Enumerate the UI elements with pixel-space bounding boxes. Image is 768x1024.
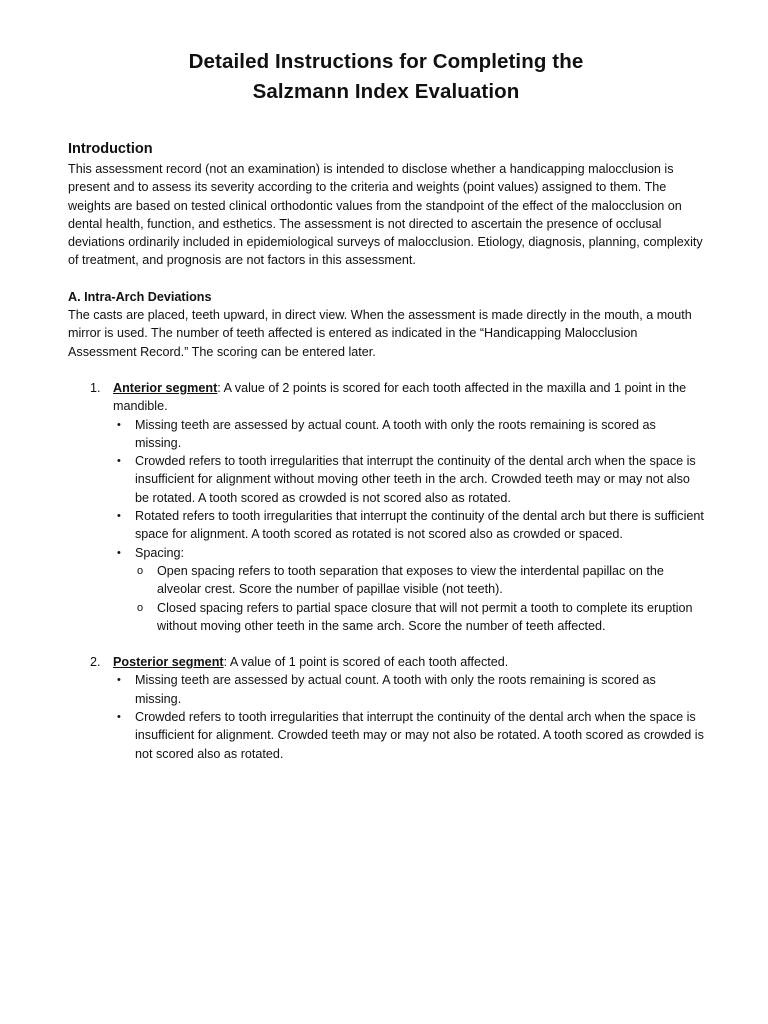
list-item (113, 452, 704, 507)
page-title (68, 47, 704, 107)
anterior-bullet-list (113, 416, 704, 636)
list-item (135, 562, 704, 599)
intra-arch-heading: A. Intra-Arch Deviations (68, 289, 212, 304)
posterior-crowded-text: Crowded refers to tooth irregularities that interrupt the continuity of the dental arch when the space is insufficient for alignment. Crowded teeth may or may not also be rotated. A tooth scored as crowded is not scored also as rotated. (135, 710, 704, 761)
list-item (113, 671, 704, 708)
anterior-segment-text: : A value of 2 points is scored for each tooth affected in the maxilla and 1 point in the mandible. (113, 380, 687, 414)
title-line-1: Detailed Instructions for Completing the (188, 50, 584, 73)
list-item (113, 708, 704, 763)
bullet-icon: • (117, 455, 121, 468)
circle-bullet-icon: o (137, 601, 144, 614)
bullet-icon: • (117, 418, 121, 431)
spacing-label: Spacing: (135, 545, 185, 560)
spacing-sub-list (135, 562, 704, 635)
circle-bullet-icon: o (137, 564, 144, 577)
open-spacing-text: Open spacing refers to tooth separation that exposes to view the interdental papillac on the alveolar crest. Score the number of papillae visible (not teeth). (157, 563, 664, 597)
bullet-icon: • (117, 711, 121, 724)
list-item (113, 544, 704, 635)
posterior-segment-item (68, 653, 704, 763)
introduction-heading: Introduction (68, 141, 153, 157)
list-item (113, 416, 704, 453)
intra-arch-paragraph: The casts are placed, teeth upward, in direct view. When the assessment is made directly in the mouth, a mouth mirror is used. The number of teeth affected is entered as indicated in the “Handicapping Malocclusion Assessment Record.” The scoring can be entered later. (68, 308, 692, 359)
list-item (135, 599, 704, 636)
posterior-segment-text: : A value of 1 point is scored of each tooth affected. (223, 655, 509, 670)
bullet-icon: • (117, 510, 121, 523)
bullet-icon: • (117, 546, 121, 559)
introduction-paragraph: This assessment record (not an examination) is intended to disclose whether a handicapping malocclusion is present and to assess its severity according to the criteria and weights (point values) assigned to them. The weights are based on tested clinical orthodontic values from the standpoint of the effect of the malocclusion on dental health, function, and esthetics. The assessment is not directed to ascertain the presence of occlusal deviations ordinarily included in epidemiological surveys of malocclusion. Etiology, diagnosis, planning, complexity of treatment, and prognosis are not factors in this assessment. (68, 162, 703, 268)
posterior-missing-text: Missing teeth are assessed by actual count. A tooth with only the roots remaining is scored as missing. (135, 673, 656, 706)
list-number: 1. (90, 380, 101, 395)
anterior-missing-text: Missing teeth are assessed by actual count. A tooth with only the roots remaining is scored as missing. (135, 417, 656, 450)
segment-list (68, 379, 704, 763)
list-number: 2. (90, 655, 101, 670)
posterior-bullet-list (113, 671, 704, 762)
bullet-icon: • (117, 674, 121, 687)
anterior-rotated-text: Rotated refers to tooth irregularities that interrupt the continuity of the dental arch but there is sufficient space for alignment. A tooth scored as rotated is not scored also as crowded or spaced. (135, 509, 704, 542)
anterior-crowded-text: Crowded refers to tooth irregularities that interrupt the continuity of the dental arch when the space is insufficient for alignment without moving other teeth in the arch. Crowded teeth may or may not also be rotated. A tooth scored as crowded is not scored also as rotated. (135, 454, 696, 505)
title-line-2: Salzmann Index Evaluation (252, 80, 520, 103)
anterior-segment-name: Anterior segment (113, 380, 218, 395)
list-item (113, 507, 704, 544)
anterior-segment-item (68, 379, 704, 635)
closed-spacing-text: Closed spacing refers to partial space closure that will not permit a tooth to complete its eruption without moving other teeth in the same arch. Score the number of teeth affected. (157, 600, 693, 633)
posterior-segment-name: Posterior segment (113, 655, 224, 670)
